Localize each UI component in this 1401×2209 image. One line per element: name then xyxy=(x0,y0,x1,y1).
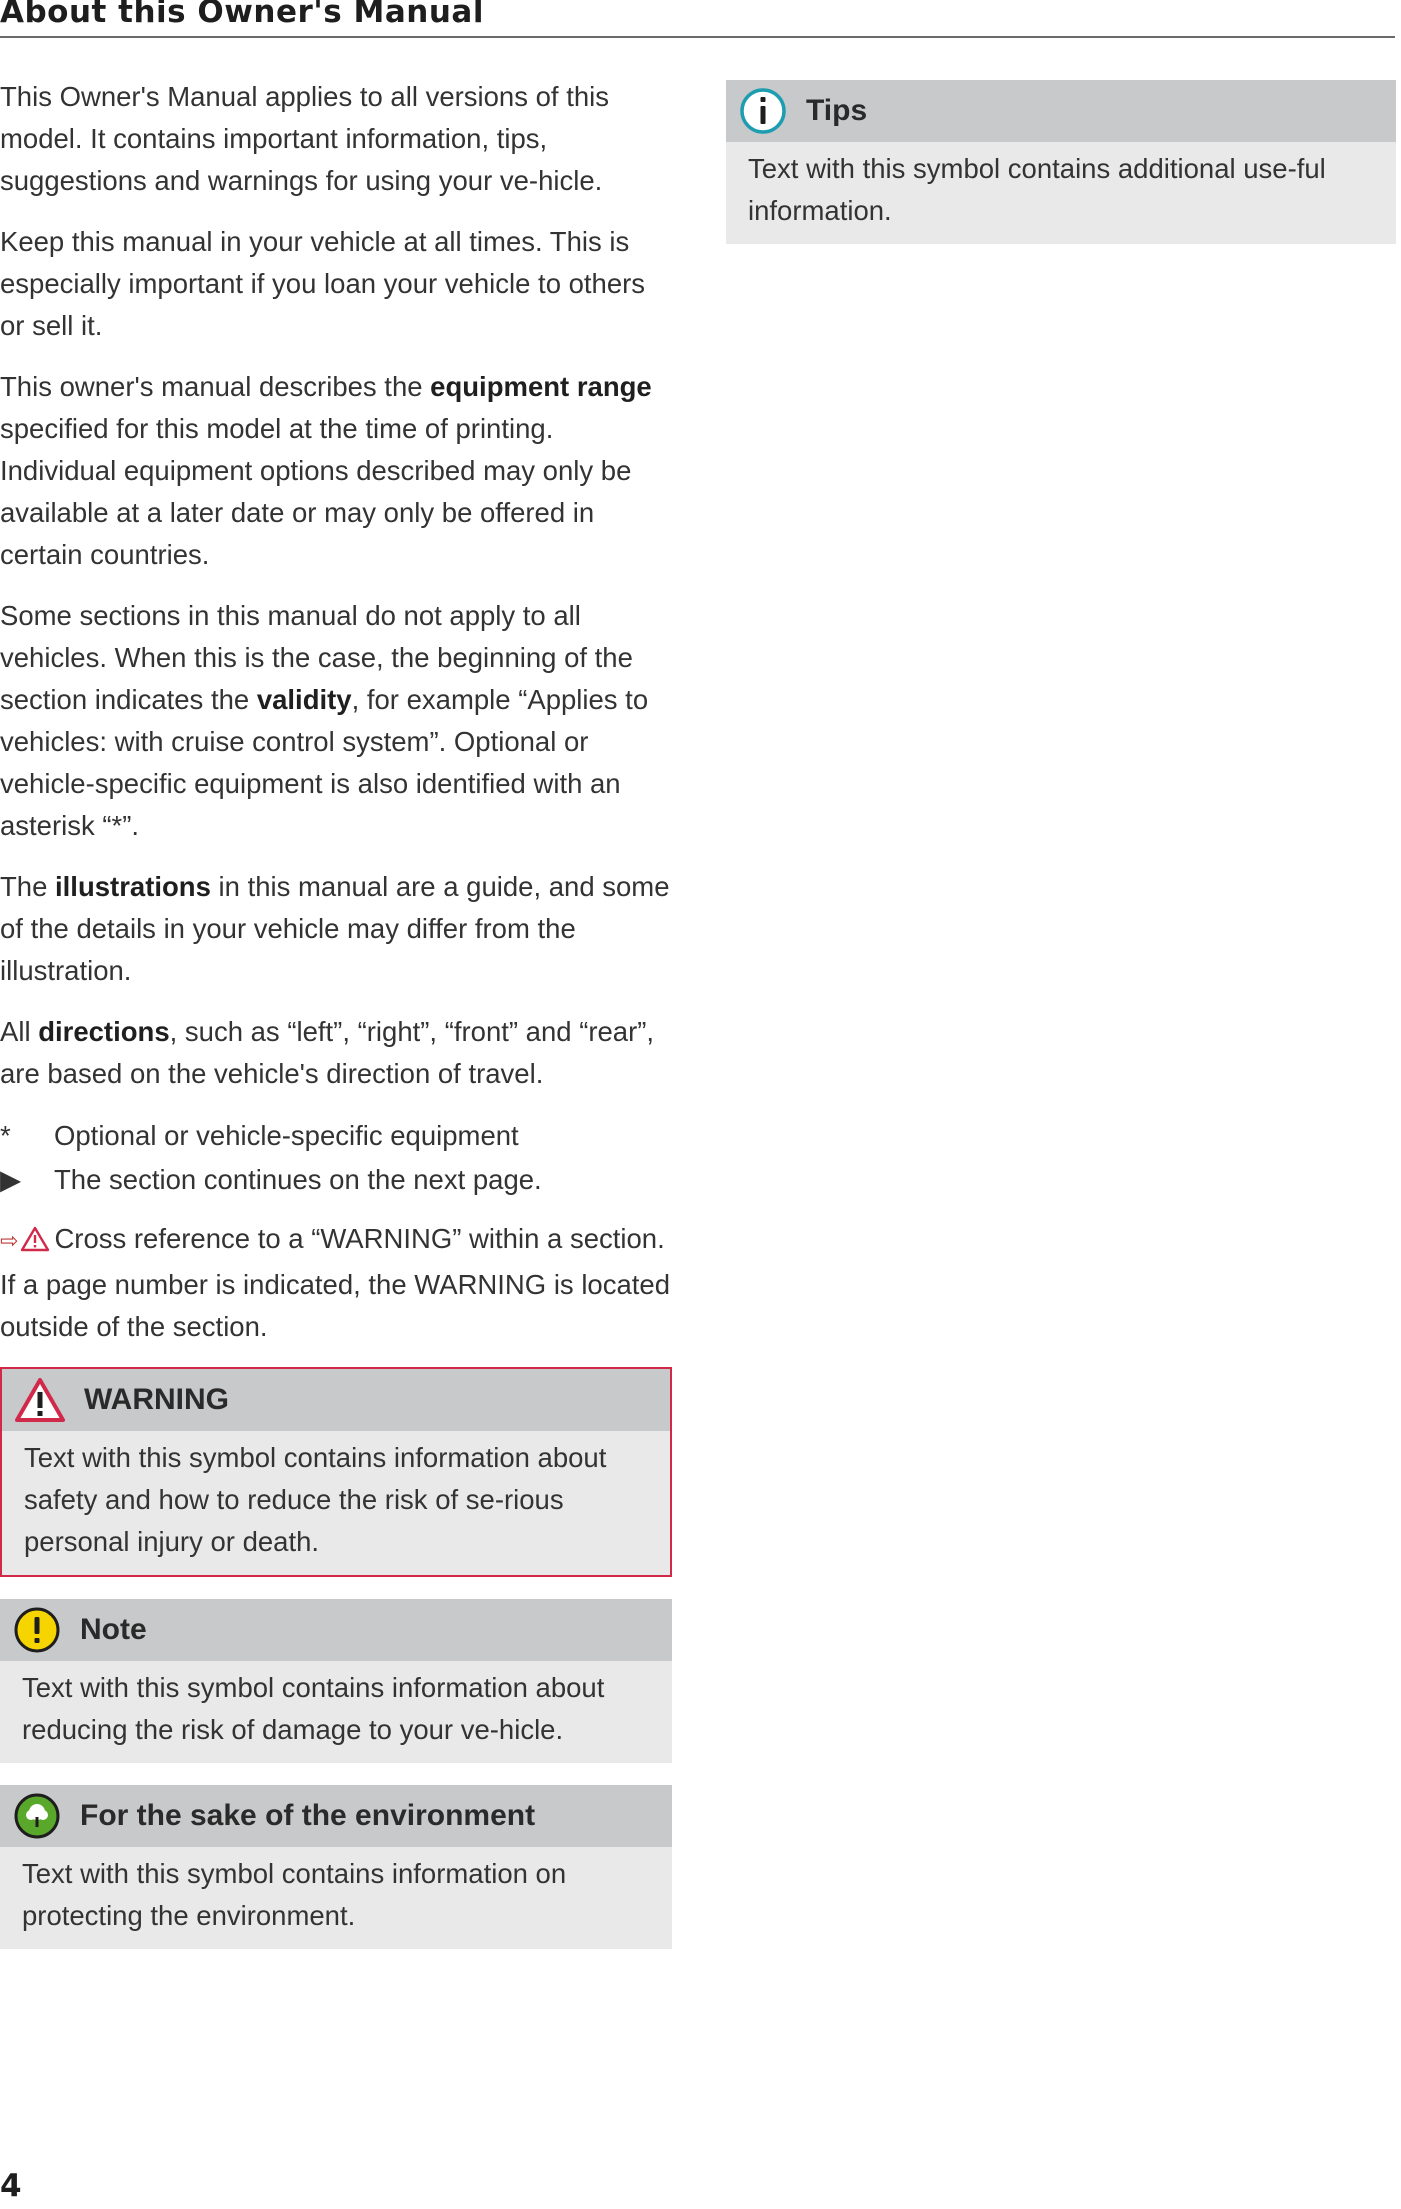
legend-item-asterisk xyxy=(0,1114,672,1158)
page-number: 4 xyxy=(0,2168,22,2204)
environment-box-body: Text with this symbol contains information on protecting the environment. xyxy=(22,1858,567,1931)
note-box-body: Text with this symbol contains information about reducing the risk of damage to your ve-hicle. xyxy=(22,1672,605,1745)
environment-box xyxy=(0,1785,672,1949)
legend-item-label: Optional or vehicle-specific equipment xyxy=(54,1120,519,1151)
note-box-title: Note xyxy=(80,1613,147,1646)
note-box xyxy=(0,1599,672,1763)
note-box-header xyxy=(0,1599,672,1661)
info-circle-icon xyxy=(738,86,788,136)
page-title: About this Owner's Manual xyxy=(0,0,484,30)
tips-box xyxy=(726,80,1396,244)
directions-term: directions xyxy=(38,1016,170,1047)
validity-paragraph: Some sections in this manual do not apply to all vehicles. When this is the case, the beginning of the section indicates the validity, for example “Applies to vehicles: with cruise control system”. Optional or vehicle-specific equipment is also identified with an asterisk “*”. xyxy=(0,600,649,841)
triangle-right-icon: ▶ xyxy=(0,1164,22,1195)
left-column xyxy=(0,76,672,1971)
cross-reference-paragraph: ⇨ Cross reference to a “WARNING” within a section. If a page number is indicated, the WARNING is located outside of the section. xyxy=(0,1223,670,1342)
tips-box-header xyxy=(726,80,1396,142)
exclamation-circle-icon xyxy=(12,1605,62,1655)
intro-paragraph: This Owner's Manual applies to all versions of this model. It contains important information, tips, suggestions and warnings for using your ve-hicle. xyxy=(0,81,609,196)
validity-term: validity xyxy=(256,684,352,715)
symbol-legend xyxy=(0,1114,672,1202)
asterisk-symbol: * xyxy=(0,1120,11,1151)
warning-triangle-icon xyxy=(14,1377,66,1423)
legend-item-continues xyxy=(0,1158,672,1202)
warning-box-header xyxy=(2,1369,670,1431)
tree-icon xyxy=(12,1791,62,1841)
equipment-range-term: equipment range xyxy=(430,371,652,402)
warning-box-body: Text with this symbol contains information about safety and how to reduce the risk of se-rious personal injury or death. xyxy=(24,1442,607,1557)
legend-item-label: The section continues on the next page. xyxy=(54,1164,542,1195)
illustrations-term: illustrations xyxy=(55,871,211,902)
arrow-right-icon: ⇨ xyxy=(0,1228,19,1253)
illustrations-paragraph: The illustrations in this manual are a guide, and some of the details in your vehicle may differ from the illustration. xyxy=(0,871,670,986)
equipment-paragraph: This owner's manual describes the equipment range specified for this model at the time of printing. Individual equipment options described may only be available at a later date or may only be offered in certain countries. xyxy=(0,371,652,570)
page-header xyxy=(0,0,1395,38)
warning-box-title: WARNING xyxy=(84,1383,229,1416)
directions-paragraph: All directions, such as “left”, “right”, “front” and “rear”, are based on the vehicle's direction of travel. xyxy=(0,1016,655,1089)
keep-manual-paragraph: Keep this manual in your vehicle at all times. This is especially important if you loan your vehicle to others or sell it. xyxy=(0,226,646,341)
warning-box xyxy=(0,1367,672,1577)
tips-box-body: Text with this symbol contains additional use-ful information. xyxy=(748,153,1326,226)
environment-box-header xyxy=(0,1785,672,1847)
warning-triangle-icon xyxy=(20,1222,50,1264)
right-column xyxy=(726,80,1396,266)
tips-box-title: Tips xyxy=(806,94,868,127)
environment-box-title: For the sake of the environment xyxy=(80,1799,536,1832)
